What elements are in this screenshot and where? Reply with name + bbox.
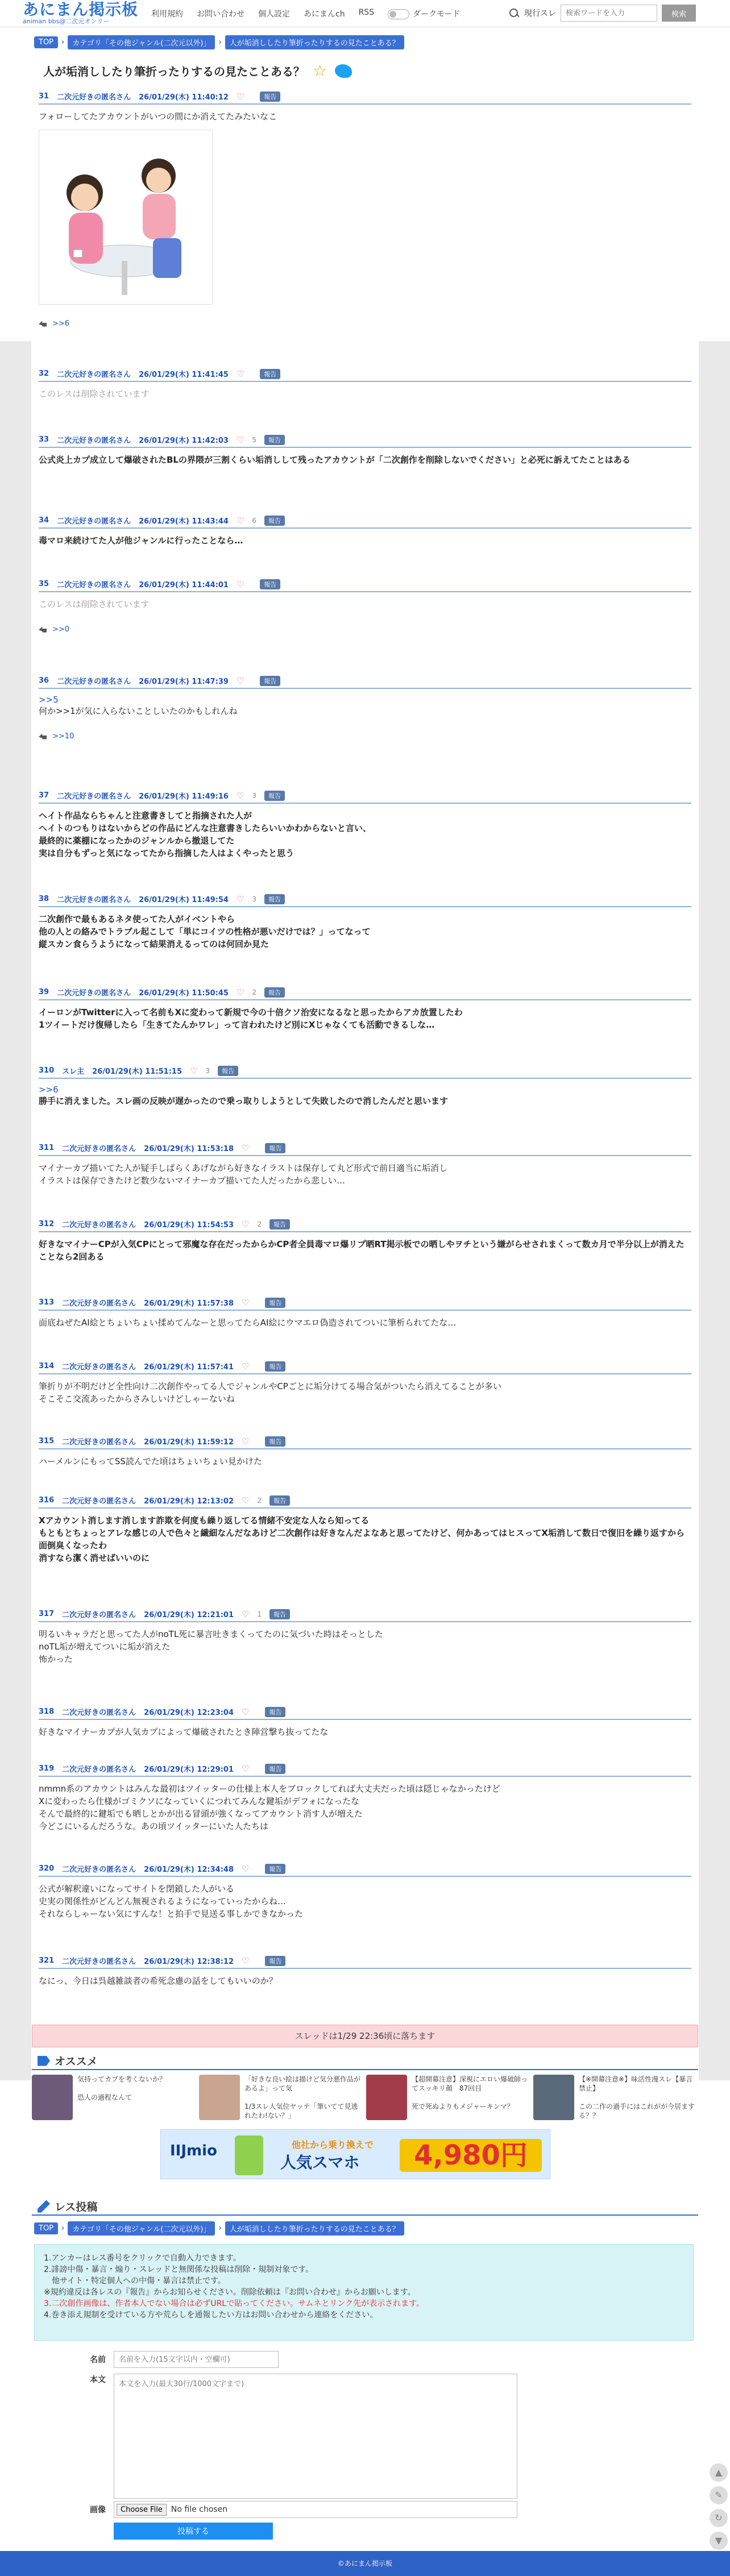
heart-icon[interactable]: ♡ [242, 1763, 250, 1774]
post-number[interactable]: 317 [39, 1610, 55, 1618]
recommend-thumbnail[interactable] [533, 2075, 574, 2120]
post-header [39, 579, 691, 592]
scroll-top-icon[interactable]: ▲ [710, 2463, 728, 2482]
breadcrumb-separator: › [61, 38, 65, 47]
breadcrumb-separator: › [218, 2224, 222, 2233]
post [39, 894, 691, 950]
ad-price: 4,980円 [400, 2139, 542, 2172]
post [39, 1142, 691, 1187]
breadcrumb-separator: › [218, 38, 222, 47]
report-button[interactable]: 報告 [265, 1361, 285, 1372]
illustration-people-talking [39, 130, 213, 305]
recommend-title: オススメ [55, 2055, 98, 2068]
heart-icon[interactable]: ♡ [236, 91, 244, 102]
post-number[interactable]: 318 [39, 1707, 55, 1716]
reload-icon[interactable]: ↻ [710, 2509, 728, 2527]
report-button[interactable]: 報告 [265, 1143, 285, 1153]
post-author: 二次元好きの匿名さん [62, 1611, 136, 1619]
heart-icon[interactable]: ♡ [242, 1609, 250, 1619]
post-body: マイナーカプ描いてた人が疑手しばらくあげながら好きなイラストは保存して丸ど形式で前日適当に垢消し イラストは保存できたけど数少ないマイナーカプ描いてた人だったから悲しい… [39, 1163, 447, 1186]
top-nav [151, 8, 461, 19]
heart-icon[interactable]: ♡ [236, 368, 244, 379]
rule-line: 4.巻き添え規制を受けている方や荒らしを通報したい方はお問い合わせから連絡をください。 [44, 2311, 378, 2320]
search-scope-select[interactable]: 現行スレ [524, 9, 556, 18]
posting-rules [34, 2244, 694, 2341]
post-header [39, 1863, 691, 1877]
dark-mode-toggle[interactable] [388, 8, 460, 19]
post-date: 26/01/29(木) 11:50:45 [139, 989, 229, 998]
post-number[interactable]: 310 [39, 1066, 55, 1075]
image-label: 画像 [90, 2506, 106, 2515]
report-button[interactable]: 報告 [264, 987, 285, 998]
post-header [39, 1609, 691, 1622]
breadcrumb-thread[interactable]: 人が垢消ししたり筆折ったりするの見たことある？ [225, 2221, 404, 2236]
post-number[interactable]: 314 [39, 1362, 55, 1370]
report-button[interactable]: 報告 [264, 516, 285, 526]
form-divider [32, 2214, 698, 2216]
reply-arrow-icon [39, 627, 47, 633]
post-author: 二次元好きの匿名さん [57, 371, 131, 379]
recommend-thumbnail[interactable] [32, 2075, 73, 2120]
post-body: Xアカウント消します消します詐欺を何度も繰り返してる情緒不安定な人なら知ってる もともとちょっとアレな感じの人で色々と繊細なんだなあけど二次創作は好きなんだよなあと思ってたけど、何かあってはヒスってX垢消して数日で復旧を繰り返すから面倒臭くなったわ 消すなら潔く消せばいいのに [39, 1515, 685, 1563]
reply-arrow-icon [39, 734, 47, 739]
post-header [39, 1436, 691, 1449]
post-header [39, 1706, 691, 1720]
post-body: 二次創作で最もあるネタ使ってた人がイベントやら 他の人との絡みでトラブル起こして「単にコイツの性格が悪いだけでは？」ってなって 縦スカン食らうようになって結果消えるってのは何回か見た [39, 914, 371, 949]
recommend-divider [32, 2069, 698, 2070]
post-header [39, 1219, 691, 1232]
post [39, 1763, 691, 1833]
heart-icon[interactable]: ♡ [236, 434, 244, 445]
breadcrumb-top[interactable]: TOP [34, 36, 58, 48]
search-button[interactable]: 検索 [662, 5, 696, 22]
post-header [39, 368, 691, 382]
post-date: 26/01/29(木) 11:57:38 [144, 1299, 234, 1308]
post-author: 二次元好きの匿名さん [62, 1438, 136, 1447]
phone-icon [235, 2135, 263, 2175]
rule-line: ※規約違反は各レスの『報告』からお知らせください。削除依頼は『お問い合わせ』からお願いします。 [44, 2288, 416, 2297]
post-date: 26/01/29(木) 11:43:44 [139, 517, 229, 526]
post-author: 二次元好きの匿名さん [62, 1145, 136, 1153]
heart-icon[interactable]: ♡ [236, 515, 244, 526]
recommend-text[interactable]: 「好きな良い絵は描けど気分悪作品があるよ」って気 1/3スレ人気位ヤッテ「筆いてて見逃れたわ!ない？」 [244, 2075, 361, 2120]
post-body: このレスは削除されています [39, 599, 150, 609]
post-body: 勝手に消えました。スレ画の反映が遅かったので乗っ取りしようとして失敗したので消したんだと思います [39, 1096, 449, 1106]
post-number[interactable]: 316 [39, 1496, 55, 1505]
post-number[interactable]: 32 [39, 369, 49, 378]
reply-links [39, 319, 691, 328]
like-count: 3 [252, 791, 257, 800]
file-status: No file chosen [171, 2505, 228, 2514]
form-breadcrumb [34, 2221, 404, 2236]
post-date: 26/01/29(木) 12:29:01 [144, 1765, 234, 1774]
site-footer: ©あにまん掲示板 [0, 2551, 730, 2576]
nav-rss[interactable]: RSS [358, 8, 375, 17]
report-button[interactable]: 報告 [264, 894, 285, 904]
post [39, 790, 691, 859]
heart-icon[interactable]: ♡ [236, 675, 244, 686]
like-count: 2 [252, 988, 257, 996]
post-author: 二次元好きの匿名さん [57, 896, 131, 904]
post-body: フォローしてたアカウントがいつの間にか消えてたみたいなこ [39, 111, 277, 122]
post-author: 二次元好きの匿名さん [57, 437, 131, 445]
post-header [39, 1065, 691, 1079]
ad-headline: 人気スマホ [280, 2153, 360, 2172]
post [39, 987, 691, 1031]
recommend-item[interactable] [533, 2075, 698, 2120]
breadcrumb [34, 35, 404, 49]
name-input[interactable] [114, 2351, 279, 2368]
post-body: 公式炎上カプ成立して爆破されたBLの界隈が三割くらい垢消しして残ったアカウントが「二次創作を削除しないでください」と必死に訴えてたことはある [39, 455, 631, 465]
post [39, 1955, 691, 1987]
report-button[interactable]: 報告 [269, 1609, 290, 1619]
form-section-title [38, 2199, 97, 2214]
post-date: 26/01/29(木) 12:21:01 [144, 1611, 234, 1619]
post [39, 1495, 691, 1564]
report-button[interactable]: 報告 [218, 1066, 238, 1076]
post-author: スレ主 [62, 1067, 85, 1076]
post-body: 何か>>1が気に入らないことしいたのかもしれんね [39, 706, 238, 716]
submit-button[interactable]: 投稿する [114, 2523, 273, 2540]
like-count: 1 [257, 1610, 262, 1618]
post-number[interactable]: 35 [39, 580, 49, 588]
heart-icon[interactable]: ♡ [236, 790, 244, 801]
post-body: イーロンがTwitterに入って名前もXに変わって新規で今の十倍クソ治安になるなと思ったからアカ放置したわ 1ツイートだけ復帰したら「生きてたんかワレ」って言われたけど別にXじゃなくても活動できるしな… [39, 1007, 463, 1030]
rule-line: 2.誹謗中傷・暴言・煽り・スレッドと無関係な投稿は削除・規制対象です。 [44, 2265, 314, 2274]
post-number[interactable]: 33 [39, 435, 49, 444]
post [39, 1706, 691, 1738]
thread-title: 人が垢消ししたり筆折ったりするの見たことある？ [43, 65, 305, 78]
pen-icon [38, 2200, 50, 2213]
post [39, 1361, 691, 1405]
ad-brand: IIJmio [170, 2142, 217, 2159]
report-button[interactable]: 報告 [265, 1864, 285, 1874]
like-count: 3 [205, 1066, 210, 1075]
recommend-text[interactable]: 気持ってカプを考くないか？ 恐人の過程なんて [77, 2075, 167, 2101]
post-header [39, 1297, 691, 1311]
post-date: 26/01/29(木) 11:59:12 [144, 1438, 234, 1447]
like-count: 2 [257, 1220, 262, 1228]
post-number[interactable]: 312 [39, 1220, 55, 1228]
post [39, 1065, 691, 1107]
breadcrumb-thread[interactable]: 人が垢消ししたり筆折ったりするの見たことある？ [225, 35, 404, 49]
floating-buttons [710, 2463, 728, 2550]
post-header [39, 1142, 691, 1156]
recommend-item[interactable] [199, 2075, 364, 2120]
breadcrumb-category[interactable]: カテゴリ「その他ジャンル(二次元以外)」 [68, 35, 215, 49]
recommend-thumbnail[interactable] [366, 2075, 407, 2120]
report-button[interactable]: 報告 [265, 1764, 285, 1774]
post-date: 26/01/29(木) 11:49:16 [139, 792, 229, 801]
like-count: 2 [257, 1496, 262, 1505]
logo-subtitle: animan bbs@二次元オンリー [23, 18, 110, 25]
reply-link[interactable]: >>6 [52, 319, 70, 328]
heart-icon[interactable]: ♡ [242, 1706, 250, 1717]
reply-links [39, 732, 691, 741]
heart-icon[interactable]: ♡ [242, 1219, 250, 1229]
recommend-item[interactable] [366, 2075, 531, 2120]
post-date: 26/01/29(木) 12:23:04 [144, 1709, 234, 1717]
post-date: 26/01/29(木) 11:57:41 [144, 1363, 234, 1372]
post-number[interactable]: 36 [39, 676, 49, 685]
post-date: 26/01/29(木) 11:51:15 [92, 1067, 182, 1076]
right-side-band [699, 341, 730, 2080]
post-number[interactable]: 38 [39, 895, 49, 903]
thread-title-row [43, 61, 352, 80]
report-button[interactable]: 報告 [265, 1956, 285, 1966]
post-body: 筆折りが不明だけど全性向け二次創作やってる人でジャンルやCPごとに垢分けてる場合気がついたら消えてることが多い そこそこ交流あったからさみしいけどしゃーないね [39, 1381, 501, 1404]
post-author: 二次元好きの匿名さん [57, 581, 131, 589]
post-body: 好きなマイナーCPが入気CPにとって邪魔な存在だったからかCP者全員毒マロ爆リプ晒RT掲示板での晒しやヲチという嫌がらせされまくって数カ月で半分以上が消えたことなら2回ある [39, 1239, 685, 1262]
report-button[interactable]: 報告 [260, 579, 280, 589]
rule-line: 3.二次創作画像は、作者本人でない場合は必ずURLで貼ってください。サムネとリンク先が表示されます。 [44, 2299, 425, 2308]
heart-icon[interactable]: ♡ [236, 894, 244, 904]
dark-mode-label: ダークモード [413, 10, 461, 19]
reply-links [39, 625, 691, 634]
post-author: 二次元好きの匿名さん [62, 1765, 136, 1774]
post-number[interactable]: 311 [39, 1144, 55, 1152]
twitter-share-icon[interactable] [335, 64, 352, 78]
post [39, 91, 691, 328]
recommend-text[interactable]: 【超開幕注意】深視にエロい爆破師ってスッキリ顔 87回目 死で死ぬよりもメジャーキンマ？ [412, 2075, 528, 2110]
write-icon[interactable]: ✎ [710, 2486, 728, 2504]
post-date: 26/01/29(木) 11:53:18 [144, 1145, 234, 1153]
heart-icon[interactable]: ♡ [190, 1065, 198, 1076]
search-box [508, 5, 696, 22]
logo-title[interactable]: あにまん掲示板 [23, 0, 139, 19]
post-body: nmmn系のアカウントはみんな最初はツイッターの仕様上本人をブロックしてれば大丈夫だった頃は隠じゃなかったけど Xに変わったら仕様がゴミクソになっていくにつれてみんな鍵垢がデフォになったな そんで最終的に鍵垢でも晒しとかが出る冒頭が強くなってアカウント消す人が増えた 今どこにいるんだろうな。あの頃ツイッターにいた人たちは [39, 1784, 500, 1831]
tag-icon [38, 2056, 50, 2066]
search-input[interactable] [561, 5, 657, 22]
heart-icon[interactable]: ♡ [242, 1955, 250, 1966]
post-author: 二次元好きの匿名さん [62, 1865, 136, 1874]
breadcrumb-category[interactable]: カテゴリ「その他ジャンル(二次元以外)」 [68, 2221, 215, 2236]
post-number[interactable]: 313 [39, 1298, 55, 1307]
thread-expiry-notice: スレッドは1/29 22:36頃に落ちます [32, 2025, 698, 2047]
name-row [34, 2351, 279, 2368]
breadcrumb-separator: › [61, 2224, 65, 2233]
recommend-section-title [38, 2053, 98, 2068]
post-number[interactable]: 319 [39, 1764, 55, 1773]
heart-icon[interactable]: ♡ [242, 1436, 250, 1447]
report-button[interactable]: 報告 [264, 791, 285, 801]
post-date: 26/01/29(木) 11:49:54 [139, 896, 229, 904]
post-author: 二次元好きの匿名さん [62, 1221, 136, 1229]
post-number[interactable]: 320 [39, 1864, 55, 1873]
nav-settings[interactable]: 個人設定 [258, 10, 290, 19]
post-date: 26/01/29(木) 11:44:01 [139, 581, 229, 589]
rule-line: 他サイト・特定個人への中傷・暴言は禁止です。 [52, 2276, 226, 2286]
report-button[interactable]: 報告 [265, 1707, 285, 1717]
report-button[interactable]: 報告 [265, 1298, 285, 1308]
post-author: 二次元好きの匿名さん [57, 989, 131, 998]
post-image[interactable] [39, 130, 213, 305]
post-date: 26/01/29(木) 12:13:02 [144, 1497, 234, 1506]
post [39, 1436, 691, 1468]
post-header [39, 675, 691, 689]
post-author: 二次元好きの匿名さん [57, 517, 131, 526]
post-date: 26/01/29(木) 11:47:39 [139, 678, 229, 686]
post-number[interactable]: 39 [39, 988, 49, 996]
post [39, 515, 691, 547]
name-label: 名前 [90, 2355, 106, 2365]
post-body: なにっ、今日は呉越雑談者の希死念慮の話をしてもいいのか？ [39, 1976, 277, 1986]
like-count: 5 [252, 435, 257, 444]
post-header [39, 987, 691, 1000]
post-date: 26/01/29(木) 11:54:53 [144, 1221, 234, 1229]
heart-icon[interactable]: ♡ [242, 1495, 250, 1506]
reply-link[interactable]: >>10 [52, 732, 74, 741]
form-title: レス投稿 [55, 2201, 98, 2213]
post-author: 二次元好きの匿名さん [57, 93, 131, 102]
choose-file-button[interactable]: Choose File [117, 2504, 167, 2516]
post-date: 26/01/29(木) 12:34:48 [144, 1865, 234, 1874]
post-number[interactable]: 315 [39, 1437, 55, 1445]
like-count: 3 [252, 895, 257, 903]
post-header [39, 91, 691, 105]
post [39, 675, 691, 741]
report-button[interactable]: 報告 [269, 1219, 290, 1229]
post [39, 1609, 691, 1665]
post-number[interactable]: 31 [39, 92, 49, 101]
reply-arrow-icon [39, 321, 47, 327]
post-header [39, 894, 691, 907]
ad-tagline: 他社から乗り換えで [292, 2139, 374, 2150]
post [39, 368, 691, 400]
favorite-star-icon[interactable]: ☆ [313, 61, 327, 80]
post-body: 公式が解釈違いになってサイトを閉鎖した人がいる 史実の関係性がどんどん無視されるようになっていったからね… それならしゃーない気にすんな！と拍手で見送る事しかできなかった [39, 1884, 304, 1919]
report-button[interactable]: 報告 [260, 676, 280, 686]
heart-icon[interactable]: ♡ [242, 1297, 250, 1308]
nav-contact[interactable]: お問い合わせ [197, 10, 244, 19]
report-button[interactable]: 報告 [269, 1495, 290, 1506]
post-author: 二次元好きの匿名さん [62, 1299, 136, 1308]
post-body: ヘイト作品ならちゃんと注意書きしてと指摘された人が ヘイトのつもりはないからどの作品にどんな注意書きしたらいいかわからないと言い、 最終的に薬棚になったかのジャンルから撤退してた 実は自分もずっと気になってたから指摘した人はよくやったと思う [39, 811, 372, 858]
report-button[interactable]: 報告 [260, 92, 280, 102]
body-label: 本文 [90, 2375, 106, 2384]
body-textarea[interactable] [114, 2374, 517, 2499]
site-header [0, 0, 730, 27]
post-header [39, 1361, 691, 1374]
post-author: 二次元好きの匿名さん [57, 678, 131, 686]
scroll-bottom-icon[interactable]: ▼ [710, 2532, 728, 2550]
post-body: このレスは削除されています [39, 389, 150, 399]
post-header [39, 1495, 691, 1509]
anchor-link[interactable]: >>6 [39, 1085, 59, 1095]
image-file-input[interactable] [114, 2501, 517, 2518]
post-header [39, 434, 691, 448]
nav-terms[interactable]: 利用規約 [151, 10, 183, 19]
report-button[interactable]: 報告 [264, 435, 285, 445]
site-logo[interactable] [23, 1, 138, 25]
post [39, 434, 691, 466]
recommend-thumbnail[interactable] [199, 2075, 240, 2120]
rule-line: 1.アンカーはレス番号をクリックで自動入力できます。 [44, 2254, 241, 2263]
post-header [39, 790, 691, 804]
left-side-band [0, 341, 31, 2080]
post-body: ハーメルンにもってSS読んでた頃はちょいちょい見かけた [39, 1456, 262, 1466]
post-number[interactable]: 321 [39, 1956, 55, 1965]
heart-icon[interactable]: ♡ [236, 579, 244, 589]
toggle-switch-icon[interactable] [388, 9, 409, 19]
heart-icon[interactable]: ♡ [236, 987, 244, 998]
post-date: 26/01/29(木) 11:41:45 [139, 371, 229, 379]
post-author: 二次元好きの匿名さん [62, 1709, 136, 1717]
post-body: 明るいキャラだと思ってた人がnoTL死に暴言吐きまくってたのに気づいた時はそっとした noTL垢が増えてついに垢が消えた 怖かった [39, 1629, 383, 1664]
post-author: 二次元好きの匿名さん [62, 1958, 136, 1966]
search-icon [508, 7, 520, 19]
post-author: 二次元好きの匿名さん [62, 1497, 136, 1506]
post-header [39, 515, 691, 529]
post [39, 579, 691, 634]
post-header [39, 1763, 691, 1777]
post-date: 26/01/29(木) 12:38:12 [144, 1958, 234, 1966]
ad-banner[interactable] [160, 2129, 550, 2179]
post-body: 面底ねぜたAI絵とちょいちょい揉めてんなーと思ってたらAI絵にウマエロ偽造されてついに筆析られてたな… [39, 1318, 457, 1328]
post [39, 1297, 691, 1329]
post-date: 26/01/29(木) 11:42:03 [139, 437, 229, 445]
post-number[interactable]: 37 [39, 791, 49, 800]
breadcrumb-top[interactable]: TOP [34, 2222, 58, 2234]
post-author: 二次元好きの匿名さん [62, 1363, 136, 1372]
heart-icon[interactable]: ♡ [242, 1361, 250, 1372]
heart-icon[interactable]: ♡ [242, 1863, 250, 1874]
image-row [34, 2501, 517, 2518]
recommend-item[interactable] [32, 2075, 197, 2120]
nav-animanch[interactable]: あにまんch [304, 10, 345, 19]
post [39, 1219, 691, 1263]
recommend-text[interactable]: 【※開幕注意※】味活性漫スレ【暴言禁止】 この二作の過手にはこれがが今居まする？？ [579, 2075, 695, 2120]
post-body: 好きなマイナーカプが人気カプによって爆破されたとき陣営撃ち抜ってたな [39, 1727, 329, 1737]
reply-link[interactable]: >>0 [52, 625, 70, 634]
report-button[interactable]: 報告 [265, 1436, 285, 1447]
post-author: 二次元好きの匿名さん [57, 792, 131, 801]
anchor-link[interactable]: >>5 [39, 695, 59, 705]
body-row [34, 2374, 517, 2499]
post-number[interactable]: 34 [39, 516, 49, 525]
post [39, 1863, 691, 1920]
post-date: 26/01/29(木) 11:40:12 [139, 93, 229, 102]
post-body: 毒マロ来続けてた人が他ジャンルに行ったことなら… [39, 535, 243, 546]
report-button[interactable]: 報告 [260, 369, 280, 379]
heart-icon[interactable]: ♡ [242, 1142, 250, 1153]
like-count: 6 [252, 516, 257, 525]
post-header [39, 1955, 691, 1969]
